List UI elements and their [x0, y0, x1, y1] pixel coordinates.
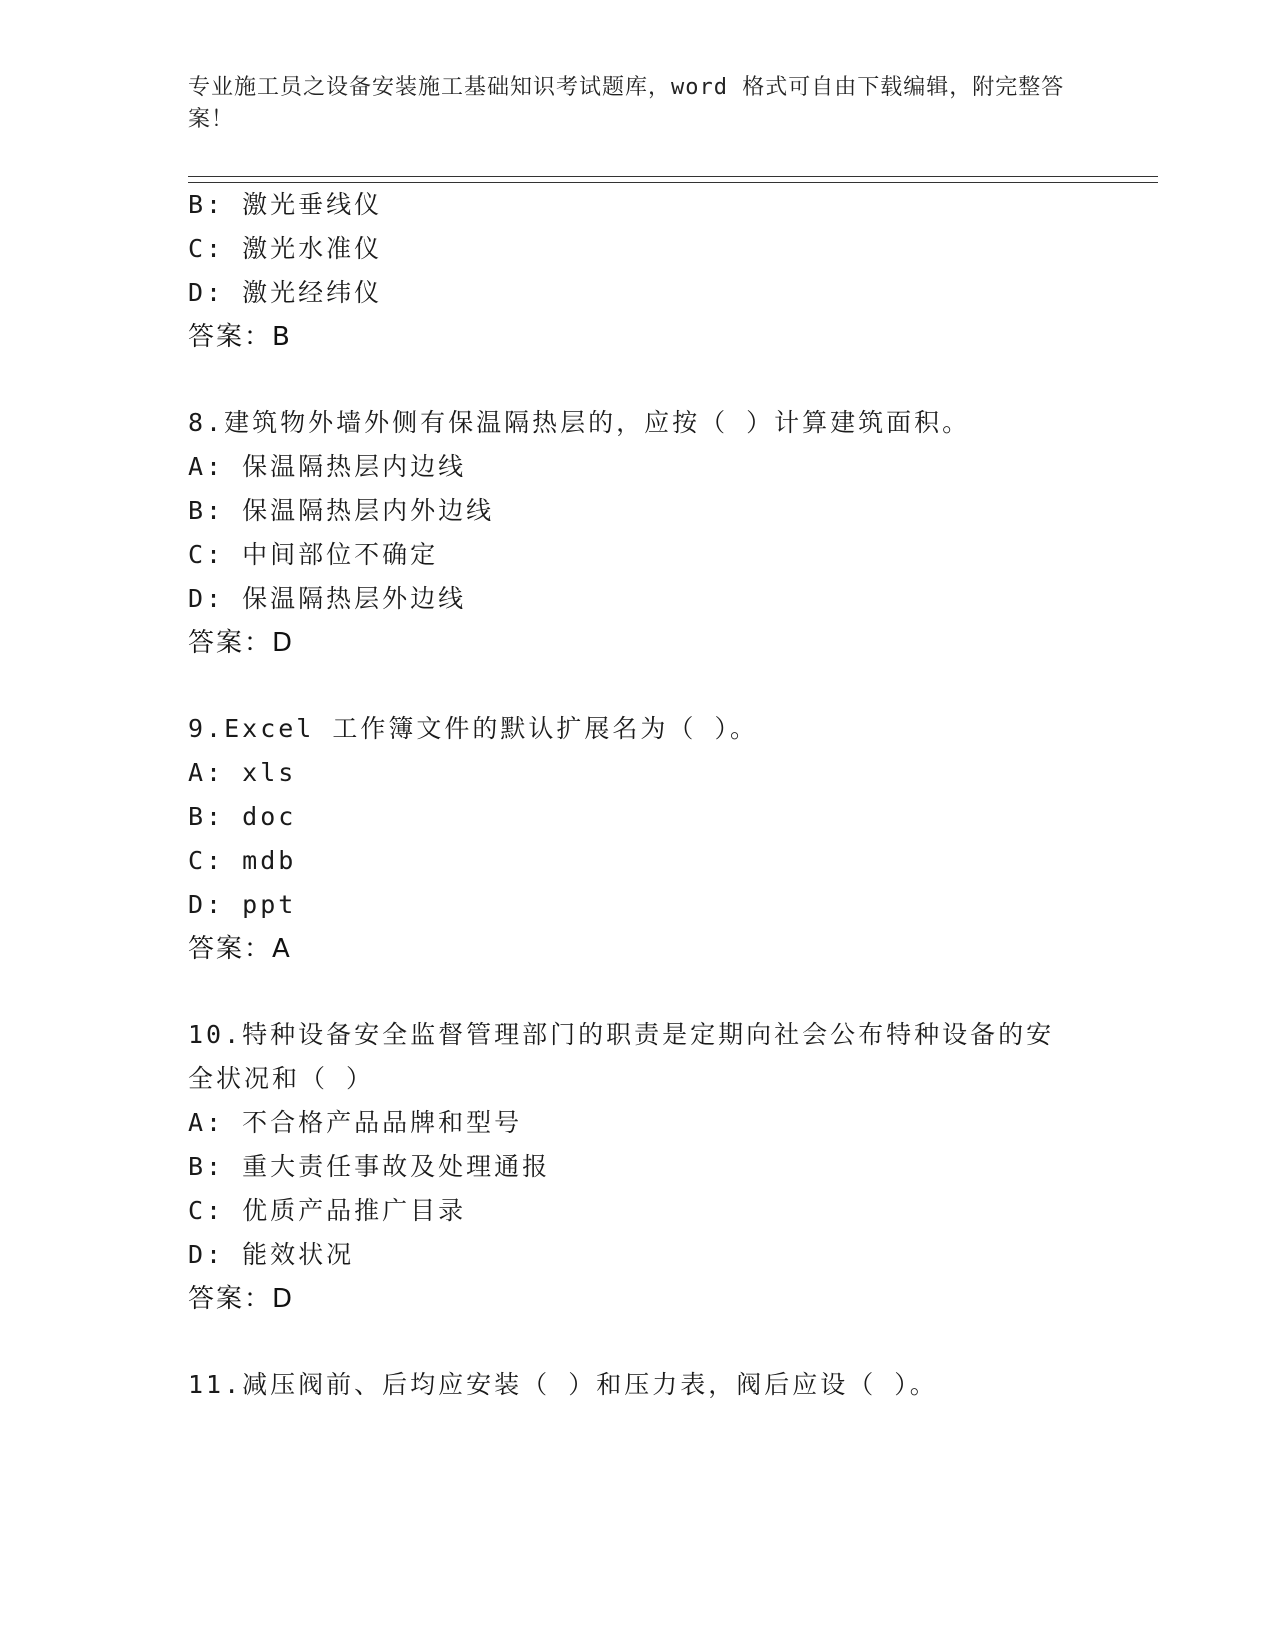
- q8-answer: 答案：D: [188, 628, 295, 658]
- q8-option-b: B: 保温隔热层内外边线: [188, 496, 495, 525]
- q10-option-c: C: 优质产品推广目录: [188, 1196, 467, 1225]
- q10-option-b: B: 重大责任事故及处理通报: [188, 1152, 551, 1181]
- q10-question-line-1: 10.特种设备安全监督管理部门的职责是定期向社会公布特种设备的安: [188, 1020, 1055, 1049]
- q9-option-c: C: mdb: [188, 846, 297, 875]
- q7-option-c: C: 激光水准仪: [188, 234, 383, 263]
- q8-option-c: C: 中间部位不确定: [188, 540, 439, 569]
- q8-option-d: D: 保温隔热层外边线: [188, 584, 467, 613]
- q9-option-d: D: ppt: [188, 890, 297, 919]
- q9-option-b: B: doc: [188, 802, 297, 831]
- q10-option-d: D: 能效状况: [188, 1240, 355, 1269]
- q10-question-line-2: 全状况和（ ）: [188, 1064, 375, 1093]
- q8-question: 8.建筑物外墙外侧有保温隔热层的，应按（ ）计算建筑面积。: [188, 408, 971, 437]
- document-header: 专业施工员之设备安装施工基础知识考试题库，word 格式可自由下载编辑，附完整答案！: [188, 75, 1065, 132]
- q9-question: 9.Excel 工作簿文件的默认扩展名为（ ）。: [188, 714, 758, 743]
- q10-option-a: A: 不合格产品品牌和型号: [188, 1108, 523, 1137]
- header-rule-top: [188, 176, 1158, 177]
- q7-option-b: B: 激光垂线仪: [188, 190, 383, 219]
- q8-option-a: A: 保温隔热层内边线: [188, 452, 467, 481]
- q7-answer: 答案：B: [188, 322, 292, 352]
- q11-question: 11.减压阀前、后均应安装（ ）和压力表，阀后应设（ ）。: [188, 1370, 938, 1399]
- q9-answer: 答案：A: [188, 934, 292, 964]
- q7-option-d: D: 激光经纬仪: [188, 278, 383, 307]
- q9-option-a: A: xls: [188, 758, 297, 787]
- header-rule-bottom: [188, 182, 1158, 183]
- q10-answer: 答案：D: [188, 1284, 295, 1314]
